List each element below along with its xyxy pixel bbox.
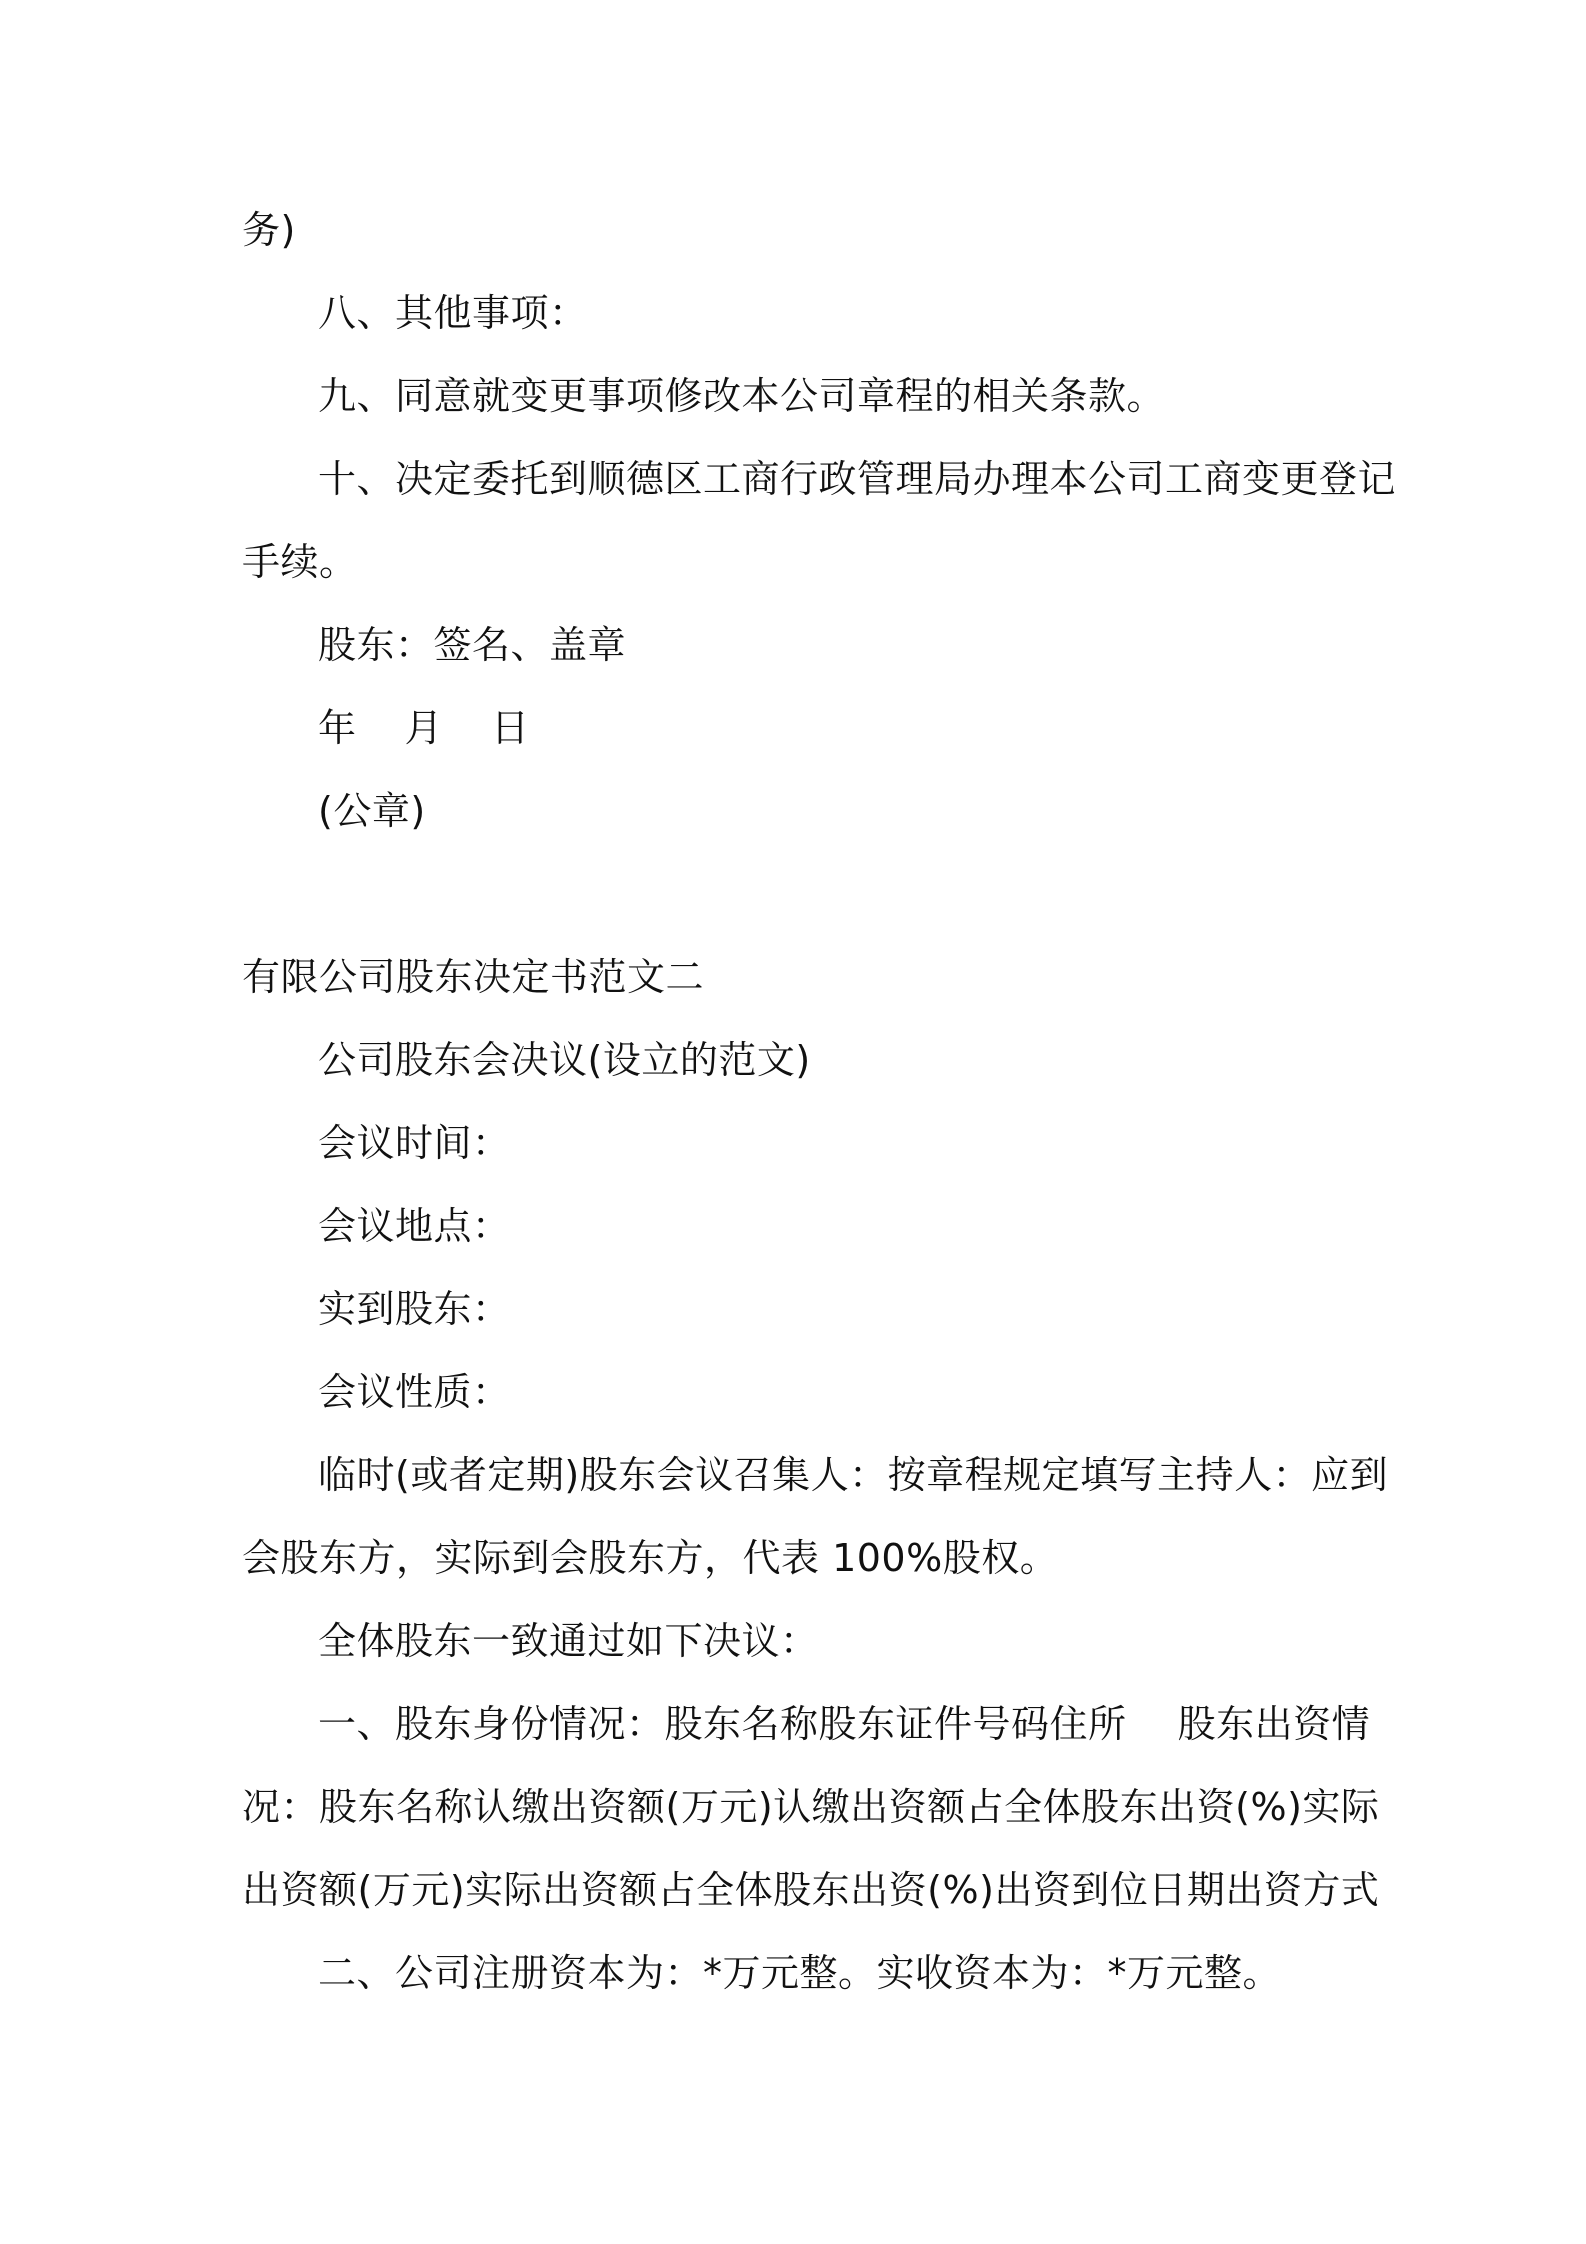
date-year: 年	[318, 706, 357, 750]
item-one-shareholder-identity-line-1: 一、股东身份情况：股东名称股东证件号码住所 股东出资情	[318, 1702, 1371, 1746]
convener-line-2: 会股东方，实际到会股东方，代表 100%股权。	[242, 1536, 1059, 1580]
item-ten-registration-line-2: 手续。	[242, 540, 358, 584]
item-nine-amend-articles: 九、同意就变更事项修改本公司章程的相关条款。	[318, 374, 1166, 418]
item-eight-other-matters: 八、其他事项：	[318, 291, 588, 335]
date-month: 月	[404, 706, 444, 750]
company-seal-line: (公章)	[318, 789, 426, 833]
item-one-shareholder-identity-line-3: 出资额(万元)实际出资额占全体股东出资(%)出资到位日期出资方式	[242, 1868, 1380, 1912]
meeting-nature-field: 会议性质：	[318, 1370, 511, 1414]
item-one-shareholder-identity-line-2: 况：股东名称认缴出资额(万元)认缴出资额占全体股东出资(%)实际	[242, 1785, 1380, 1829]
attending-shareholders-field: 实到股东：	[318, 1287, 511, 1331]
convener-line-1: 临时(或者定期)股东会议召集人：按章程规定填写主持人：应到	[318, 1453, 1389, 1497]
meeting-time-field: 会议时间：	[318, 1121, 511, 1165]
paragraph-continuation-line: 务)	[242, 208, 296, 252]
unanimous-resolution-line: 全体股东一致通过如下决议：	[318, 1619, 819, 1663]
shareholder-signature-line: 股东：签名、盖章	[318, 623, 627, 667]
resolution-title: 公司股东会决议(设立的范文)	[318, 1038, 811, 1082]
date-line	[318, 702, 1438, 754]
item-ten-registration-line-1: 十、决定委托到顺德区工商行政管理局办理本公司工商变更登记	[318, 457, 1397, 501]
meeting-location-field: 会议地点：	[318, 1204, 511, 1248]
item-two-registered-capital: 二、公司注册资本为：*万元整。实收资本为：*万元整。	[318, 1951, 1282, 1995]
date-day: 日	[491, 706, 530, 750]
section-title: 有限公司股东决定书范文二	[242, 955, 705, 999]
